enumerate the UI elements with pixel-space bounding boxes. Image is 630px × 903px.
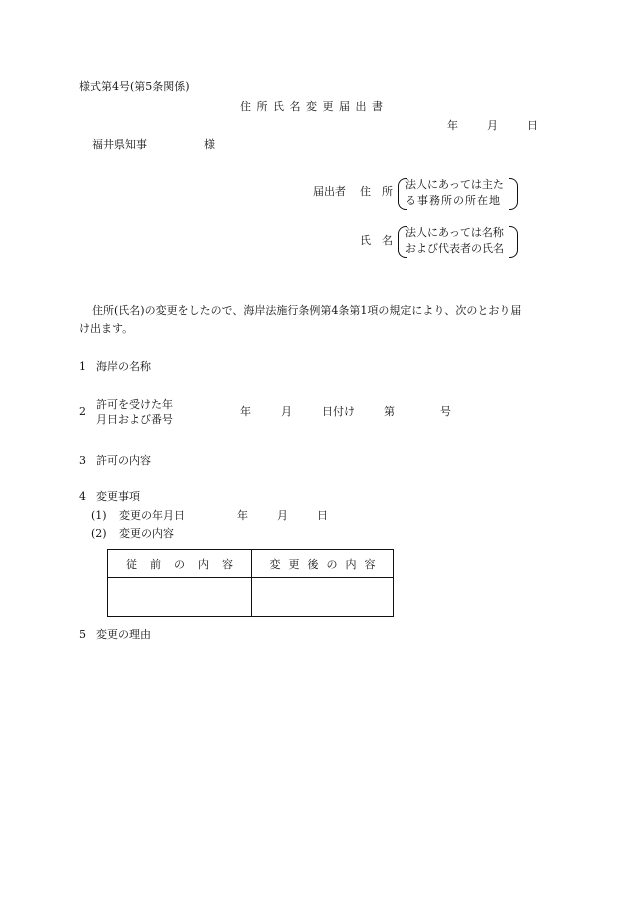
address-note-right-bracket <box>509 178 518 210</box>
item4-sub2-number: (2) <box>91 527 107 540</box>
change-month-field[interactable] <box>252 509 274 523</box>
item3-label: 許可の内容 <box>96 454 151 467</box>
address-note-line2: る事務所の所在地 <box>405 194 501 207</box>
addressee <box>92 138 215 152</box>
name-label: 氏 名 <box>360 234 393 247</box>
item2-number: 2 <box>79 405 86 418</box>
header-before: 従前の内容 <box>108 550 252 578</box>
year-label: 年 <box>447 119 458 132</box>
day-field[interactable] <box>502 119 524 133</box>
permit-day-label: 日付け <box>322 405 355 418</box>
change-day-field[interactable] <box>292 509 314 523</box>
permit-month-label: 月 <box>281 405 292 418</box>
item4-sub1-label: 変更の年月日 <box>119 509 185 522</box>
change-month-label: 月 <box>277 509 288 522</box>
submission-date <box>447 119 538 133</box>
change-table-body-row <box>108 578 394 617</box>
change-table-header-row <box>108 550 394 578</box>
addressee-field[interactable] <box>151 138 201 152</box>
header-after: 変更後の内容 <box>252 550 394 578</box>
body-text-line1: 住所(氏名)の変更をしたので、海岸法施行条例第4条第1項の規定により、次のとおり届 <box>92 304 522 317</box>
document-title: 住 所 氏 名 変 更 届 出 書 <box>240 100 384 113</box>
change-year-label: 年 <box>237 509 248 522</box>
after-content-cell[interactable] <box>252 578 394 617</box>
addressee-honorific: 様 <box>204 138 215 151</box>
item5-number: 5 <box>79 628 86 641</box>
name-note-line1: 法人にあっては名称 <box>405 226 504 239</box>
item2-label-line2: 月日および番号 <box>96 413 173 426</box>
change-content-table <box>107 549 394 617</box>
permit-go-label: 号 <box>440 405 451 418</box>
permit-year-label: 年 <box>240 405 251 418</box>
form-number: 様式第4号(第5条関係) <box>79 80 190 93</box>
month-label: 月 <box>487 119 498 132</box>
permit-gap <box>359 405 381 419</box>
item2-label-line1: 許可を受けた年 <box>96 398 173 411</box>
change-day-label: 日 <box>317 509 328 522</box>
permit-day-field[interactable] <box>296 405 319 419</box>
permit-date-number <box>240 405 451 419</box>
item4-label: 変更事項 <box>96 490 140 503</box>
permit-number-field[interactable] <box>399 405 437 419</box>
item4-number: 4 <box>79 490 86 503</box>
day-label: 日 <box>527 119 538 132</box>
item3-number: 3 <box>79 454 86 467</box>
body-text-line2: け出ます。 <box>79 322 134 335</box>
change-date <box>237 509 328 523</box>
addressee-name: 福井県知事 <box>92 138 147 151</box>
permit-month-field[interactable] <box>255 405 278 419</box>
address-label: 住 所 <box>360 185 393 198</box>
item1-label: 海岸の名称 <box>96 360 151 373</box>
applicant-role-label: 届出者 <box>313 185 346 198</box>
name-note-right-bracket <box>509 226 518 258</box>
permit-dai-label: 第 <box>384 405 395 418</box>
before-content-cell[interactable] <box>108 578 252 617</box>
item4-sub1-number: (1) <box>91 509 107 522</box>
address-note-line1: 法人にあっては主た <box>405 178 504 191</box>
item5-label: 変更の理由 <box>96 628 151 641</box>
name-note-line2: および代表者の氏名 <box>405 242 504 255</box>
item4-sub2-label: 変更の内容 <box>119 527 174 540</box>
month-field[interactable] <box>462 119 484 133</box>
item1-number: 1 <box>79 360 86 373</box>
